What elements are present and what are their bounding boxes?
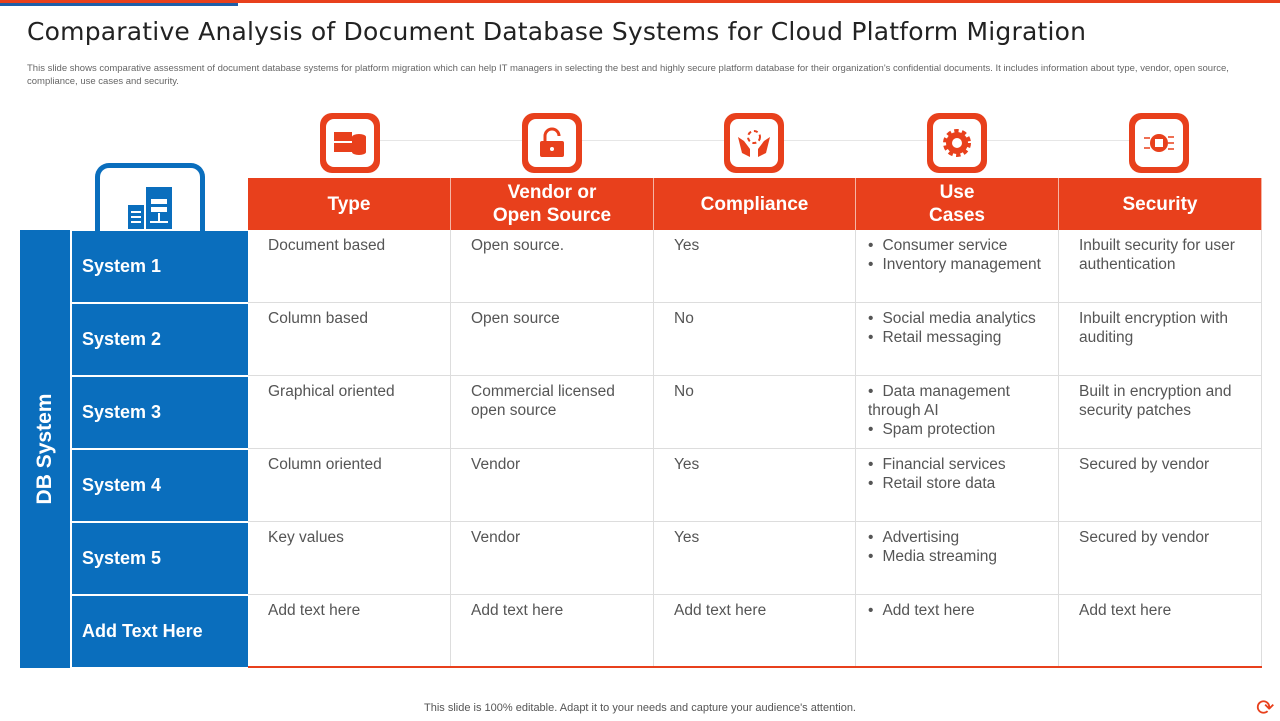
cell-security: Inbuilt encryption with auditing (1059, 303, 1262, 376)
description: This slide shows comparative assessment of document database systems for platform migration which can help IT managers in selecting the best and highly secure platform database for their organization's confidential documents. It includes information about type, vendor, open source, compliance, use cases and security. (27, 63, 1229, 87)
row-label: System 1 (72, 231, 248, 302)
use-case-item: • Advertising (868, 528, 1046, 547)
top-blue-bar (0, 3, 238, 6)
header-compliance (654, 178, 856, 230)
row-label: Add Text Here (72, 596, 248, 667)
cell-type: Column based (248, 303, 451, 376)
cell-vendor: Vendor (451, 449, 654, 522)
header-label: Use Cases (929, 182, 985, 226)
header-label: Type (327, 193, 371, 215)
cell-vendor: Commercial licensed open source (451, 376, 654, 449)
cell-compliance: Yes (654, 449, 856, 522)
cell-compliance: No (654, 376, 856, 449)
use-case-item: • Social media analytics (868, 309, 1046, 328)
header-label: Security (1122, 193, 1198, 215)
footer-note: This slide is 100% editable. Adapt it to your needs and capture your audience's attention. (424, 702, 856, 714)
cell-type: Add text here (248, 595, 451, 668)
cell-compliance: Yes (654, 522, 856, 595)
header-use-cases (856, 178, 1059, 230)
cell-use-cases (856, 522, 1059, 595)
row-label: System 5 (72, 523, 248, 594)
cell-vendor: Add text here (451, 595, 654, 668)
cell-compliance: Add text here (654, 595, 856, 668)
side-label: DB System (33, 393, 56, 505)
use-case-item: • Consumer service (868, 236, 1046, 255)
cell-type: Document based (248, 230, 451, 303)
row-label: System 3 (72, 377, 248, 448)
cell-use-cases (856, 449, 1059, 522)
cell-vendor: Vendor (451, 522, 654, 595)
cell-security: Secured by vendor (1059, 522, 1262, 595)
header-type (248, 178, 451, 230)
cell-vendor: Open source. (451, 230, 654, 303)
cell-security: Built in encryption and security patches (1059, 376, 1262, 449)
row-label: System 4 (72, 450, 248, 521)
header-vendor (451, 178, 654, 230)
use-case-item: • Inventory management (868, 255, 1046, 274)
use-case-item: • Data management through AI (868, 382, 1046, 420)
cell-use-cases (856, 230, 1059, 303)
cell-security: Secured by vendor (1059, 449, 1262, 522)
cell-compliance: Yes (654, 230, 856, 303)
header-security (1059, 178, 1262, 230)
hands-recycle-icon (724, 113, 784, 173)
refresh-icon: ⟳ (1256, 695, 1275, 720)
use-case-item: • Financial services (868, 455, 1046, 474)
document-server-icon (95, 163, 205, 233)
use-case-item: • Media streaming (868, 547, 1046, 566)
header-label: Compliance (700, 193, 809, 215)
cell-security: Inbuilt security for user authentication (1059, 230, 1262, 303)
cell-type: Key values (248, 522, 451, 595)
row-label: System 2 (72, 304, 248, 375)
cell-type: Graphical oriented (248, 376, 451, 449)
use-case-item: • Retail store data (868, 474, 1046, 493)
cell-use-cases (856, 376, 1059, 449)
use-case-item: • Retail messaging (868, 328, 1046, 347)
cell-use-cases (856, 303, 1059, 376)
database-server-icon (320, 113, 380, 173)
cell-type: Column oriented (248, 449, 451, 522)
header-label: Vendor or Open Source (492, 182, 612, 226)
gear-wrench-icon (927, 113, 987, 173)
unlock-icon (522, 113, 582, 173)
security-chip-icon (1129, 113, 1189, 173)
cell-use-cases (856, 595, 1059, 668)
use-case-item: • Spam protection (868, 420, 1046, 439)
cell-vendor: Open source (451, 303, 654, 376)
cell-security: Add text here (1059, 595, 1262, 668)
table-bottom-line (248, 666, 1262, 668)
page-title: Comparative Analysis of Document Database Systems for Cloud Platform Migration (27, 17, 1087, 46)
cell-compliance: No (654, 303, 856, 376)
side-label-bar (20, 230, 70, 668)
use-case-item: • Add text here (868, 601, 1046, 620)
